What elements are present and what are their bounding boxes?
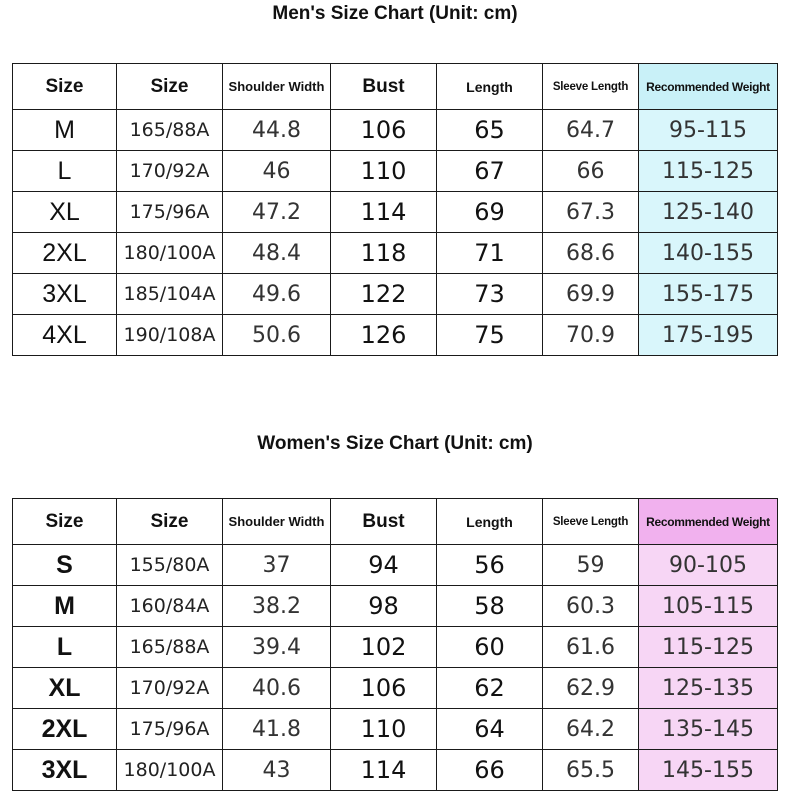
- women-cell-bust: 110: [331, 709, 437, 750]
- men-cell-shoulder-width: 47.2: [223, 192, 331, 233]
- men-cell-length: 69: [437, 192, 543, 233]
- women-cell-bust: 94: [331, 545, 437, 586]
- women-cell-length: 58: [437, 586, 543, 627]
- women-cell-size-code: 155/80A: [117, 545, 223, 586]
- women-cell-length: 62: [437, 668, 543, 709]
- women-cell-size-code: 175/96A: [117, 709, 223, 750]
- men-cell-length: 65: [437, 110, 543, 151]
- women-header-recommended-weight: Recommended Weight: [639, 499, 778, 545]
- women-header-row: [13, 499, 778, 545]
- men-cell-bust: 110: [331, 151, 437, 192]
- men-table-body: [13, 110, 778, 356]
- women-cell-length: 56: [437, 545, 543, 586]
- men-cell-recommended-weight: 95-115: [639, 110, 778, 151]
- women-table-row: [13, 668, 778, 709]
- men-cell-size-code: 165/88A: [117, 110, 223, 151]
- men-cell-length: 73: [437, 274, 543, 315]
- men-cell-size-label: 4XL: [13, 315, 117, 356]
- women-cell-recommended-weight: 125-135: [639, 668, 778, 709]
- women-table-row: [13, 750, 778, 791]
- women-header-size-code: Size: [117, 499, 223, 545]
- women-cell-sleeve-length: 65.5: [543, 750, 639, 791]
- women-chart-title: Women's Size Chart (Unit: cm): [257, 433, 533, 454]
- women-cell-shoulder-width: 43: [223, 750, 331, 791]
- men-cell-shoulder-width: 50.6: [223, 315, 331, 356]
- men-cell-sleeve-length: 64.7: [543, 110, 639, 151]
- women-table-row: [13, 545, 778, 586]
- men-header-recommended-weight: Recommended Weight: [639, 64, 778, 110]
- women-header-length: Length: [437, 499, 543, 545]
- women-cell-bust: 114: [331, 750, 437, 791]
- women-cell-size-label: XL: [13, 668, 117, 709]
- women-cell-shoulder-width: 38.2: [223, 586, 331, 627]
- men-size-table: [12, 63, 778, 356]
- men-table-row: [13, 315, 778, 356]
- men-cell-bust: 122: [331, 274, 437, 315]
- women-cell-shoulder-width: 39.4: [223, 627, 331, 668]
- men-cell-sleeve-length: 69.9: [543, 274, 639, 315]
- women-table-body: [13, 545, 778, 791]
- men-header-length: Length: [437, 64, 543, 110]
- men-cell-shoulder-width: 48.4: [223, 233, 331, 274]
- men-header-shoulder-width: Shoulder Width: [223, 64, 331, 110]
- women-cell-recommended-weight: 105-115: [639, 586, 778, 627]
- men-cell-sleeve-length: 68.6: [543, 233, 639, 274]
- men-header-row: [13, 64, 778, 110]
- men-cell-recommended-weight: 175-195: [639, 315, 778, 356]
- women-header-shoulder-width: Shoulder Width: [223, 499, 331, 545]
- women-cell-size-code: 165/88A: [117, 627, 223, 668]
- women-cell-recommended-weight: 135-145: [639, 709, 778, 750]
- men-cell-size-code: 175/96A: [117, 192, 223, 233]
- men-cell-recommended-weight: 155-175: [639, 274, 778, 315]
- men-cell-recommended-weight: 125-140: [639, 192, 778, 233]
- men-chart-title: Men's Size Chart (Unit: cm): [272, 3, 518, 24]
- men-cell-bust: 114: [331, 192, 437, 233]
- women-table-row: [13, 627, 778, 668]
- women-cell-sleeve-length: 61.6: [543, 627, 639, 668]
- women-cell-size-label: M: [13, 586, 117, 627]
- men-table-row: [13, 151, 778, 192]
- women-table-row: [13, 586, 778, 627]
- men-cell-size-label: 3XL: [13, 274, 117, 315]
- women-cell-length: 64: [437, 709, 543, 750]
- women-table-row: [13, 709, 778, 750]
- men-cell-sleeve-length: 66: [543, 151, 639, 192]
- women-cell-shoulder-width: 40.6: [223, 668, 331, 709]
- women-cell-size-label: L: [13, 627, 117, 668]
- women-cell-recommended-weight: 115-125: [639, 627, 778, 668]
- men-cell-sleeve-length: 67.3: [543, 192, 639, 233]
- women-header-size-label: Size: [13, 499, 117, 545]
- women-cell-size-code: 180/100A: [117, 750, 223, 791]
- women-cell-recommended-weight: 90-105: [639, 545, 778, 586]
- men-table-row: [13, 233, 778, 274]
- men-cell-sleeve-length: 70.9: [543, 315, 639, 356]
- women-cell-bust: 102: [331, 627, 437, 668]
- women-cell-sleeve-length: 59: [543, 545, 639, 586]
- men-cell-length: 75: [437, 315, 543, 356]
- men-header-bust: Bust: [331, 64, 437, 110]
- men-cell-shoulder-width: 44.8: [223, 110, 331, 151]
- men-cell-length: 71: [437, 233, 543, 274]
- men-cell-size-label: L: [13, 151, 117, 192]
- women-cell-shoulder-width: 37: [223, 545, 331, 586]
- women-header-bust: Bust: [331, 499, 437, 545]
- women-cell-length: 66: [437, 750, 543, 791]
- men-cell-shoulder-width: 46: [223, 151, 331, 192]
- women-cell-bust: 98: [331, 586, 437, 627]
- men-cell-size-code: 170/92A: [117, 151, 223, 192]
- women-cell-size-code: 170/92A: [117, 668, 223, 709]
- men-table-row: [13, 274, 778, 315]
- men-cell-shoulder-width: 49.6: [223, 274, 331, 315]
- women-cell-sleeve-length: 62.9: [543, 668, 639, 709]
- women-cell-shoulder-width: 41.8: [223, 709, 331, 750]
- men-cell-length: 67: [437, 151, 543, 192]
- women-cell-length: 60: [437, 627, 543, 668]
- women-cell-size-label: 3XL: [13, 750, 117, 791]
- men-cell-size-label: 2XL: [13, 233, 117, 274]
- men-header-sleeve-length: Sleeve Length: [543, 64, 639, 110]
- men-cell-bust: 118: [331, 233, 437, 274]
- men-cell-bust: 126: [331, 315, 437, 356]
- men-header-size-label: Size: [13, 64, 117, 110]
- women-cell-sleeve-length: 60.3: [543, 586, 639, 627]
- men-table-row: [13, 192, 778, 233]
- women-size-table: [12, 498, 778, 791]
- men-cell-size-code: 180/100A: [117, 233, 223, 274]
- men-cell-size-label: XL: [13, 192, 117, 233]
- women-cell-size-code: 160/84A: [117, 586, 223, 627]
- men-cell-size-label: M: [13, 110, 117, 151]
- men-cell-size-code: 185/104A: [117, 274, 223, 315]
- women-header-sleeve-length: Sleeve Length: [543, 499, 639, 545]
- women-cell-recommended-weight: 145-155: [639, 750, 778, 791]
- men-table-row: [13, 110, 778, 151]
- men-cell-size-code: 190/108A: [117, 315, 223, 356]
- men-cell-recommended-weight: 140-155: [639, 233, 778, 274]
- men-header-size-code: Size: [117, 64, 223, 110]
- men-cell-bust: 106: [331, 110, 437, 151]
- women-cell-bust: 106: [331, 668, 437, 709]
- women-cell-size-label: 2XL: [13, 709, 117, 750]
- women-cell-size-label: S: [13, 545, 117, 586]
- men-cell-recommended-weight: 115-125: [639, 151, 778, 192]
- women-cell-sleeve-length: 64.2: [543, 709, 639, 750]
